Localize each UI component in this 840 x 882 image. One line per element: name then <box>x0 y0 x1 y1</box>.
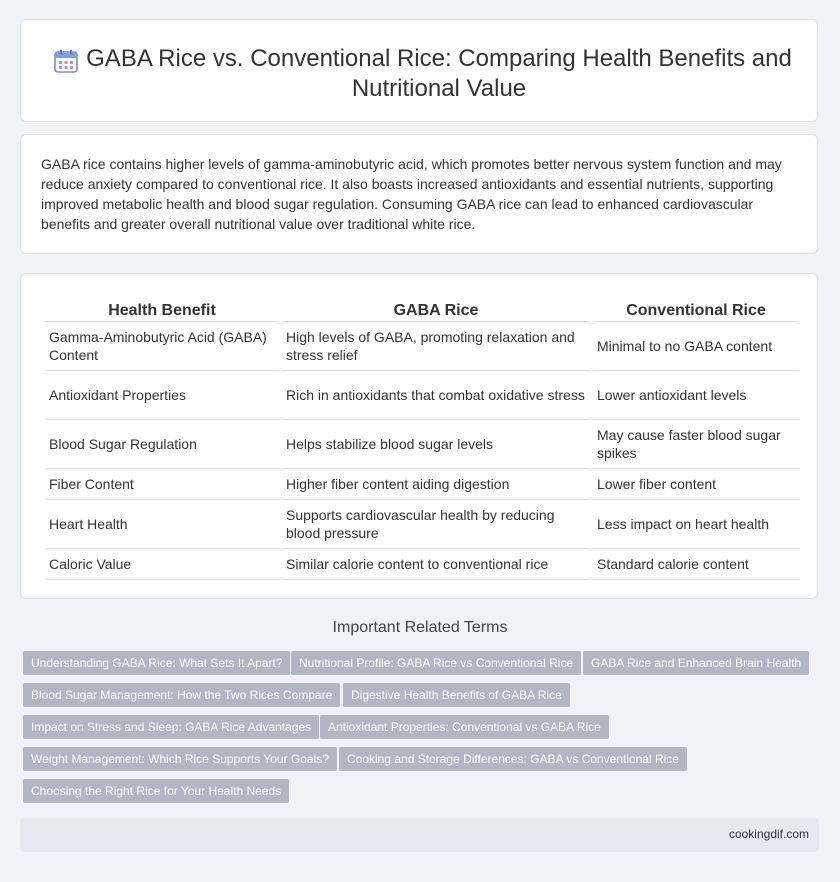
table-cell: Heart Health <box>45 500 279 549</box>
table-cell: Similar calorie content to conventional rice <box>282 549 590 580</box>
table-row <box>45 549 799 580</box>
calendar-icon <box>53 48 79 74</box>
footer <box>20 818 819 852</box>
column-header: Health Benefit <box>45 296 279 322</box>
page-title: GABA Rice vs. Conventional Rice: Comparing Health Benefits and Nutritional Value <box>86 45 792 102</box>
related-term-tag[interactable]: Choosing the Right Rice for Your Health Needs <box>23 779 289 803</box>
related-term-tag[interactable]: GABA Rice and Enhanced Brain Health <box>583 651 809 675</box>
table-header-row <box>45 296 799 322</box>
table-row <box>45 500 799 549</box>
table-cell: Rich in antioxidants that combat oxidative stress <box>282 371 590 420</box>
footer-site-link[interactable]: cookingdif.com <box>728 827 809 841</box>
table-cell: May cause faster blood sugar spikes <box>593 420 799 469</box>
related-term-tag[interactable]: Impact on Stress and Sleep: GABA Rice Advantages <box>23 715 319 739</box>
table-row <box>45 322 799 371</box>
table-row <box>45 469 799 500</box>
related-terms-heading: Important Related Terms <box>332 619 508 636</box>
table-cell: Higher fiber content aiding digestion <box>282 469 590 500</box>
table-cell: Standard calorie content <box>593 549 799 580</box>
column-header: GABA Rice <box>282 296 590 322</box>
related-term-tag[interactable]: Nutritional Profile: GABA Rice vs Conventional Rice <box>291 651 581 675</box>
table-row <box>45 420 799 469</box>
table-cell: Less impact on heart health <box>593 500 799 549</box>
table-cell: Supports cardiovascular health by reducing blood pressure <box>282 500 590 549</box>
summary-paragraph: GABA rice contains higher levels of gamma-aminobutyric acid, which promotes better nervous system function and may reduce anxiety compared to conventional rice. It also boasts increased antioxidants and essential nutrients, supporting improved metabolic health and blood sugar regulation. Consuming GABA rice can lead to enhanced cardiovascular benefits and greater overall nutritional value over traditional white rice. <box>41 156 782 232</box>
column-header: Conventional Rice <box>593 296 799 322</box>
table-cell: Caloric Value <box>45 549 279 580</box>
table-cell: Helps stabilize blood sugar levels <box>282 420 590 469</box>
related-term-tag[interactable]: Weight Management: Which Rice Supports Your Goals? <box>23 747 337 771</box>
table-cell: Gamma-Aminobutyric Acid (GABA) Content <box>45 322 279 371</box>
comparison-table-card <box>20 273 818 599</box>
table-cell: High levels of GABA, promoting relaxation and stress relief <box>282 322 590 371</box>
related-term-tag[interactable]: Antioxidant Properties: Conventional vs GABA Rice <box>320 715 609 739</box>
related-term-tag[interactable]: Blood Sugar Management: How the Two Rices Compare <box>23 683 340 707</box>
table-cell: Blood Sugar Regulation <box>45 420 279 469</box>
table-cell: Lower fiber content <box>593 469 799 500</box>
table-cell: Fiber Content <box>45 469 279 500</box>
table-cell: Antioxidant Properties <box>45 371 279 420</box>
summary-card <box>20 134 818 254</box>
title-card <box>20 19 818 122</box>
related-term-tag[interactable]: Digestive Health Benefits of GABA Rice <box>343 683 570 707</box>
related-term-tag[interactable]: Cooking and Storage Differences: GABA vs Conventional Rice <box>339 747 687 771</box>
table-cell: Minimal to no GABA content <box>593 322 799 371</box>
comparison-table <box>42 296 802 580</box>
table-cell: Lower antioxidant levels <box>593 371 799 420</box>
table-row <box>45 371 799 420</box>
related-term-tag[interactable]: Understanding GABA Rice: What Sets It Apart? <box>23 651 290 675</box>
